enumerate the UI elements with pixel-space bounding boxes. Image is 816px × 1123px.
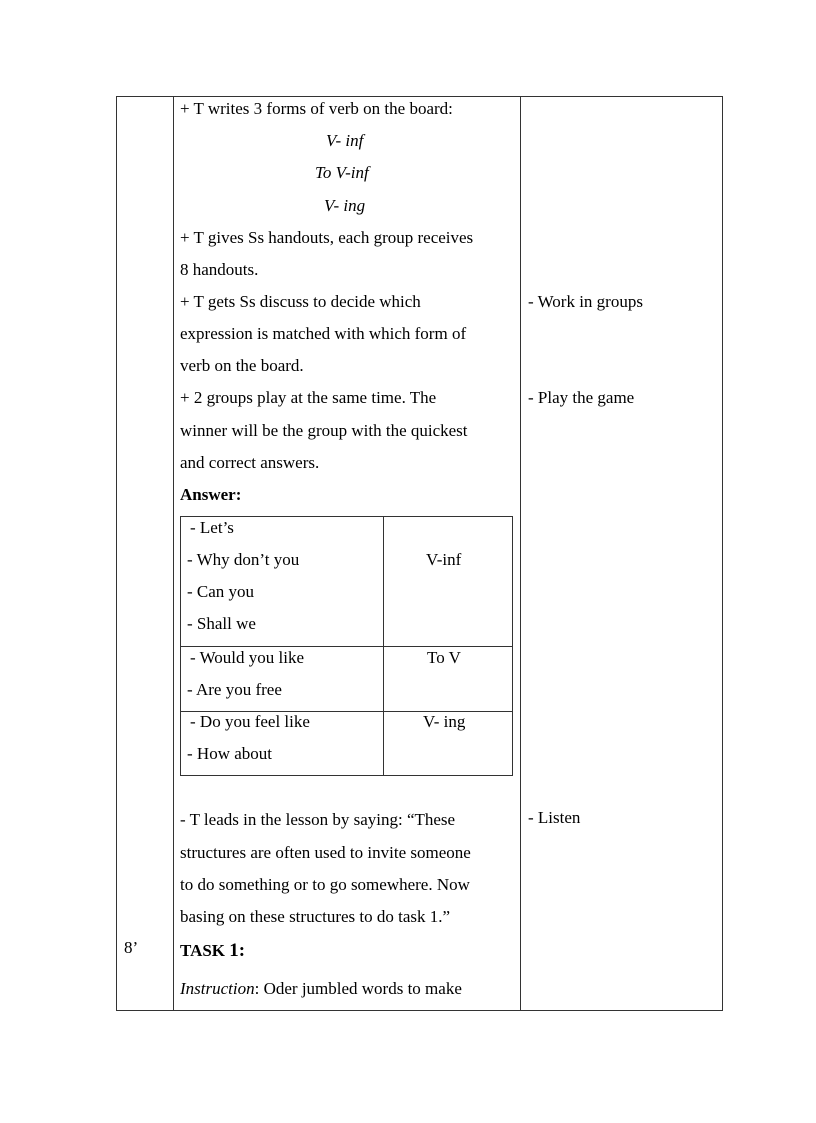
step-discuss-a: + T gets Ss discuss to decide which [180,292,421,311]
expression-can-you: - Can you [187,582,255,601]
lead-in-2: structures are often used to invite someone [180,843,471,862]
expression-why-dont-you: - Why don’t you [187,550,300,569]
column-divider-1 [173,97,174,1010]
step-discuss-c: verb on the board. [180,356,304,375]
lead-in-3: to do something or to go somewhere. Now [180,875,470,894]
answer-form-v-ing: V- ing [423,712,466,731]
time-label: 8’ [124,938,139,957]
answer-table-row-divider-1 [181,646,512,647]
answer-heading: Answer: [180,485,242,504]
student-listen: - Listen [528,808,581,827]
task-number: 1: [229,940,246,961]
form-v-inf: V- inf [326,131,364,150]
answer-form-to-v: To V [427,648,461,667]
lead-in-4: basing on these structures to do task 1.” [180,907,451,926]
instruction-line [180,979,462,999]
student-work-in-groups: - Work in groups [528,292,643,311]
expression-shall-we: - Shall we [187,614,256,633]
step-discuss-b: expression is matched with which form of [180,324,467,343]
step-play-a: + 2 groups play at the same time. The [180,388,437,407]
column-divider-2 [520,97,521,1010]
step-play-c: and correct answers. [180,453,320,472]
expression-do-you-feel-like: - Do you feel like [190,712,310,731]
expression-would-you-like: - Would you like [190,648,305,667]
answer-form-v-inf: V-inf [426,550,462,569]
task-heading [180,941,245,961]
step-play-b: winner will be the group with the quickest [180,421,468,440]
expression-lets: - Let’s [190,518,234,537]
step-write-forms: + T writes 3 forms of verb on the board: [180,99,453,118]
instruction-label: Instruction [180,979,255,998]
student-play-game: - Play the game [528,388,635,407]
step-handouts-b: 8 handouts. [180,260,259,279]
step-handouts-a: + T gives Ss handouts, each group receives [180,228,474,247]
form-v-ing: V- ing [324,196,366,215]
form-to-v-inf: To V-inf [315,163,369,182]
expression-how-about: - How about [187,744,272,763]
lead-in-1: - T leads in the lesson by saying: “These [180,810,456,829]
task-label: TASK [180,941,230,960]
expression-are-you-free: - Are you free [187,680,282,699]
instruction-text: : Oder jumbled words to make [254,979,462,998]
